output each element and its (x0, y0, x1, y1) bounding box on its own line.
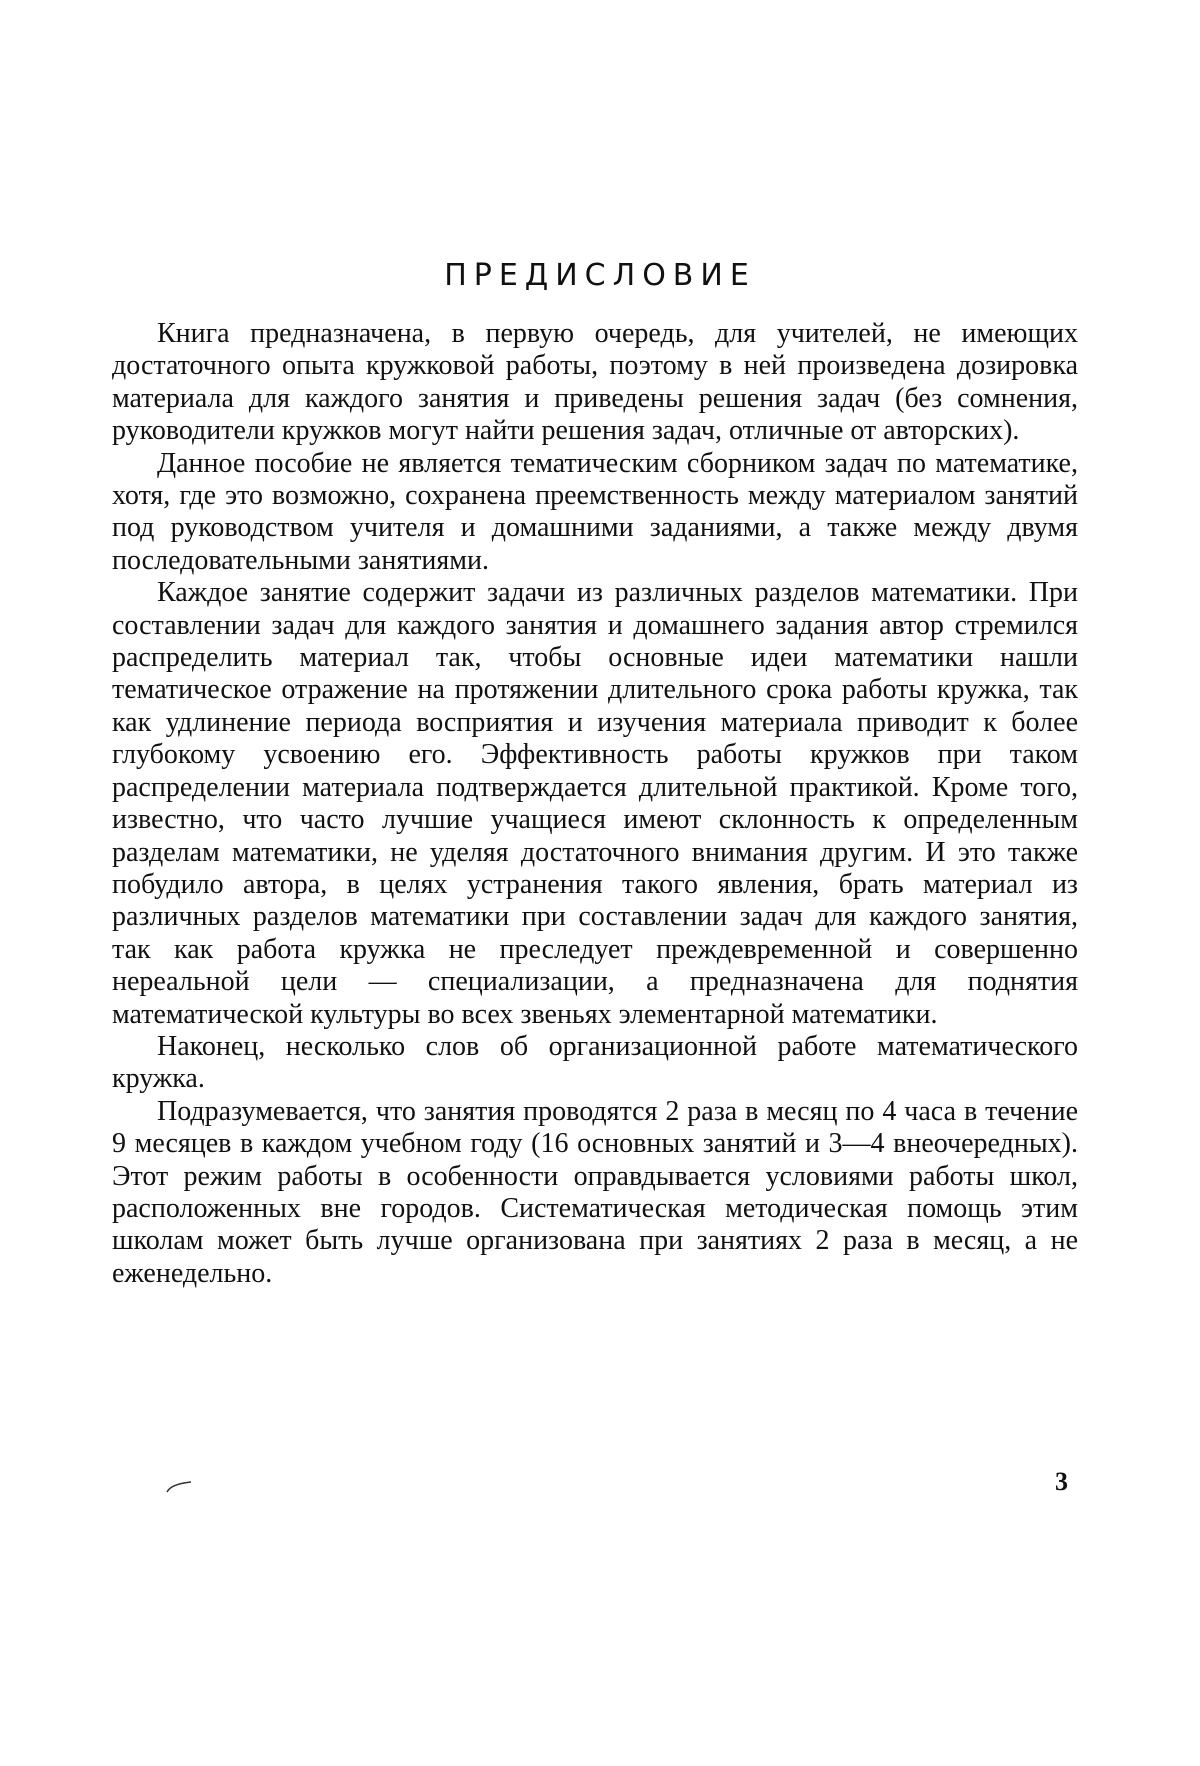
page-title: ПРЕДИСЛОВИЕ (0, 258, 1200, 293)
page-number: 3 (1055, 1467, 1068, 1497)
document-page (0, 0, 1200, 1766)
scan-mark-icon (165, 1480, 195, 1494)
preface-body (112, 318, 1078, 1290)
paragraph-1: Книга предназначена, в первую очередь, для учителей, не имеющих достаточного опыта кружковой работы, поэтому в ней произведена дозировка материала для каждого занятия и приведены решения задач (без сомнения, руководители кружков могут найти решения задач, отличные от авторских). (112, 318, 1078, 448)
paragraph-3: Каждое занятие содержит задачи из различных разделов математики. При составлении задач для каждого занятия и домашнего задания автор стремился распределить материал так, чтобы основные идеи математики нашли тематическое отражение на протяжении длительного срока работы кружка, так как удлинение периода восприятия и изучения материала приводит к более глубокому усвоению его. Эффективность работы кружков при таком распределении материала подтверждается длительной практикой. Кроме того, известно, что часто лучшие учащиеся имеют склонность к определенным разделам математики, не уделяя достаточного внимания другим. И это также побудило автора, в целях устранения такого явления, брать материал из различных разделов математики при составлении задач для каждого занятия, так как работа кружка не преследует преждевременной и совершенно нереальной цели — специализации, а предназначена для поднятия математической культуры во всех звеньях элементарной математики. (112, 577, 1078, 1031)
paragraph-4: Наконец, несколько слов об организационной работе математического кружка. (112, 1031, 1078, 1096)
paragraph-5: Подразумевается, что занятия проводятся 2 раза в месяц по 4 часа в течение 9 месяцев в каждом учебном году (16 основных занятий и 3—4 внеочередных). Этот режим работы в особенности оправдывается условиями работы школ, расположенных вне городов. Систематическая методическая помощь этим школам может быть лучше организована при занятиях 2 раза в месяц, а не еженедельно. (112, 1096, 1078, 1290)
paragraph-2: Данное пособие не является тематическим сборником задач по математике, хотя, где это возможно, сохранена преемственность между материалом занятий под руководством учителя и домашними заданиями, а также между двумя последовательными занятиями. (112, 448, 1078, 578)
